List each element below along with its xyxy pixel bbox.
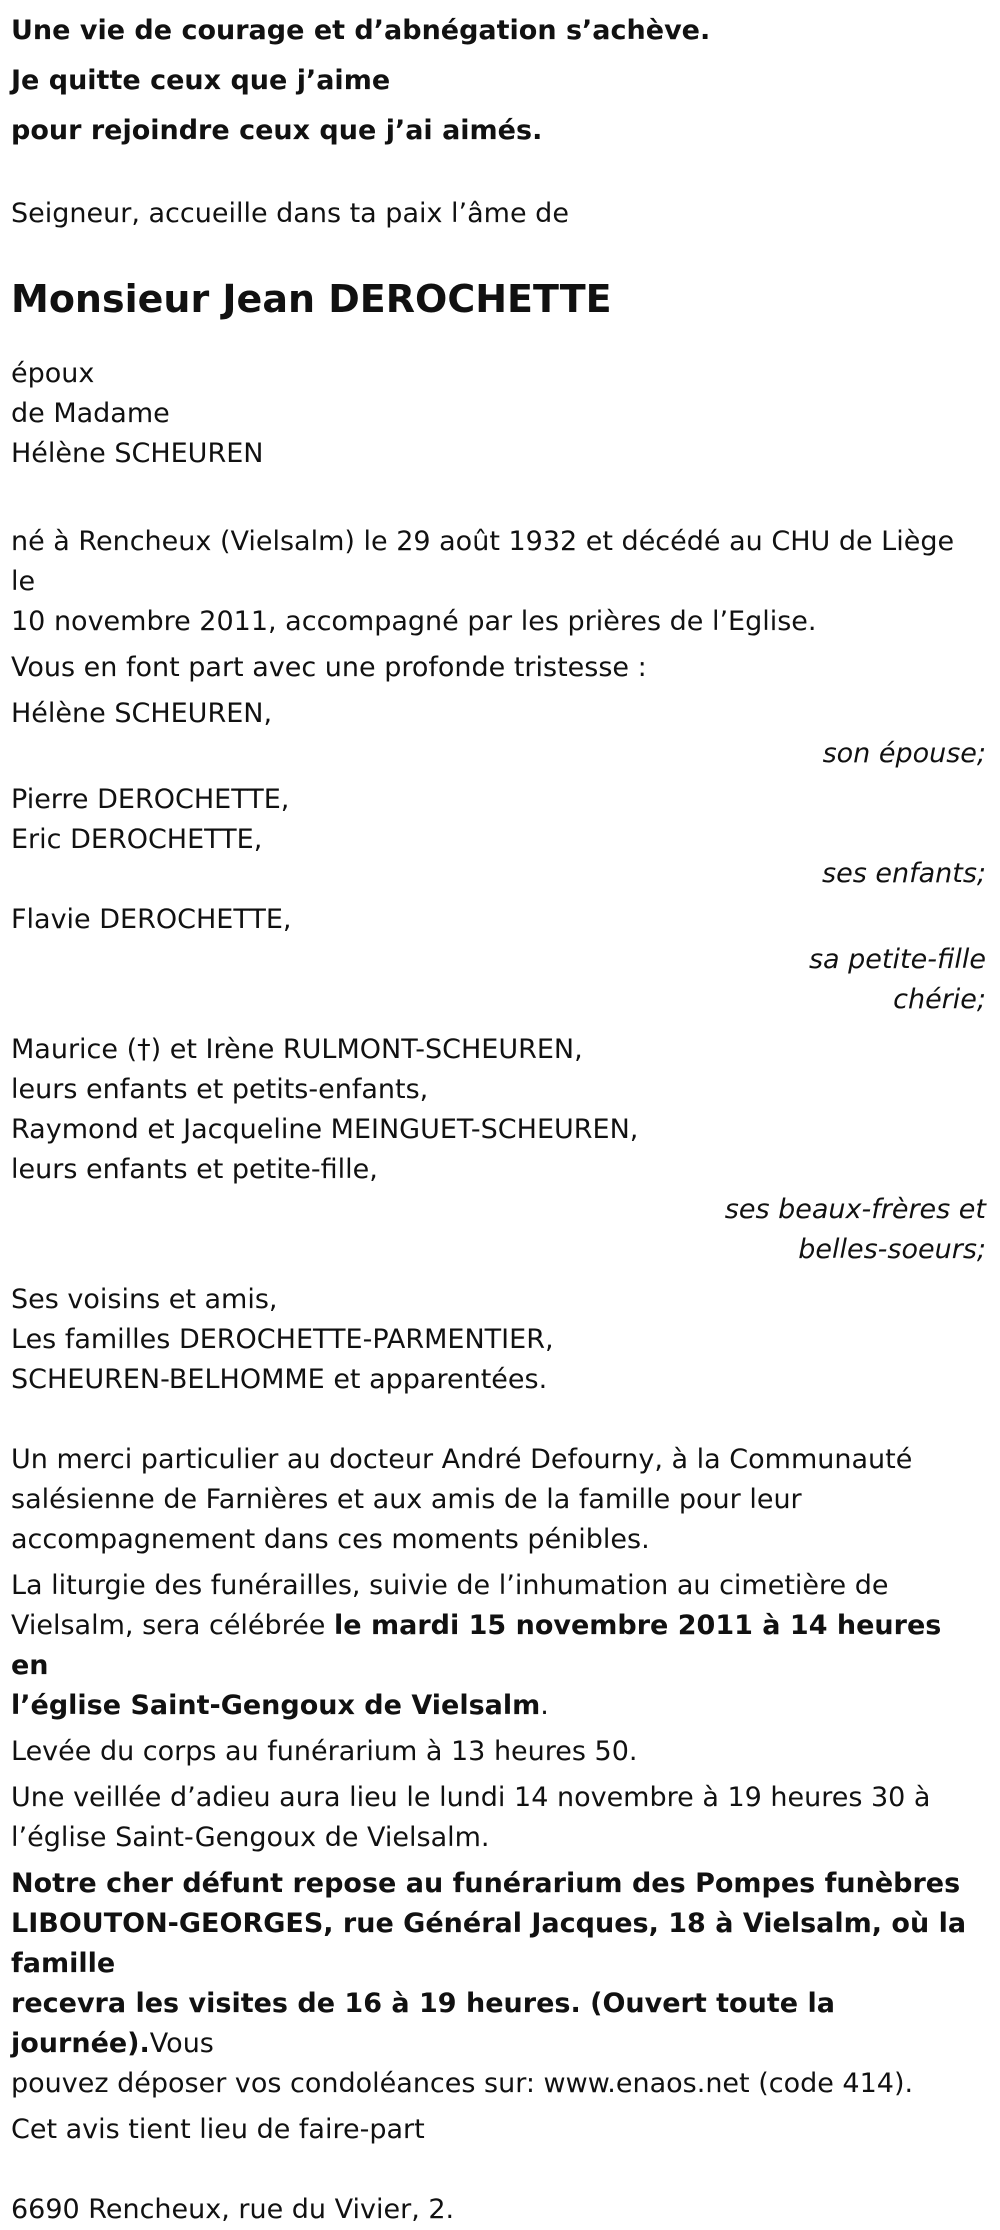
family-name: Raymond et Jacqueline MEINGUET-SCHEUREN, <box>11 1114 639 1145</box>
intro-text: Seigneur, accueille dans ta paix l’âme de <box>11 198 569 229</box>
repose-line: pouvez déposer vos condoléances sur: www.enaos.net (code 414). <box>11 2068 914 2099</box>
family-entry <box>11 1030 986 1270</box>
spouse-line: Hélène SCHEUREN <box>11 438 264 469</box>
family-entry <box>11 900 986 1020</box>
thanks-line: Un merci particulier au docteur André Defourny, à la Communauté <box>11 1444 913 1475</box>
epitaph-line: Je quitte ceux que j’aime <box>11 65 391 96</box>
spouse-line: époux <box>11 358 95 389</box>
levee-text: Levée du corps au funérarium à 13 heures 50. <box>11 1736 638 1767</box>
liturgy-place: l’église Saint-Gengoux de Vielsalm <box>11 1690 541 1721</box>
repose-plain: Vous <box>149 2028 214 2059</box>
liturgy-line: La liturgie des funérailles, suivie de l’inhumation au cimetière de <box>11 1570 889 1601</box>
spouse-info <box>11 354 986 474</box>
repose-line <box>11 1984 986 2064</box>
family-name: Flavie DEROCHETTE, <box>11 904 292 935</box>
family-relation: ses enfants; <box>822 858 986 889</box>
epitaph-line: Une vie de courage et d’abnégation s’achève. <box>11 15 711 46</box>
others-list <box>11 1280 986 1400</box>
obituary-page <box>0 6 1000 2225</box>
family-relation: belles-soeurs; <box>798 1234 986 1265</box>
liturgy-text <box>11 1566 986 1726</box>
liturgy-line <box>11 1686 986 1726</box>
family-name: leurs enfants et petite-fille, <box>11 1154 378 1185</box>
family-relation: chérie; <box>893 984 986 1015</box>
announce-text: Vous en font part avec une profonde tristesse : <box>11 652 647 683</box>
thanks-line: salésienne de Farnières et aux amis de la famille pour leur <box>11 1484 802 1515</box>
address-text: 6690 Rencheux, rue du Vivier, 2. <box>11 2194 455 2225</box>
repose-line: Notre cher défunt repose au funérarium des Pompes funèbres <box>11 1868 961 1899</box>
family-relation: sa petite-fille <box>808 944 986 975</box>
veillee-line: l’église Saint-Gengoux de Vielsalm. <box>11 1822 490 1853</box>
family-name: leurs enfants et petits-enfants, <box>11 1074 429 1105</box>
family-relation: son épouse; <box>822 738 986 769</box>
epitaph-line: pour rejoindre ceux que j’ai aimés. <box>11 115 543 146</box>
repose-hours: recevra les visites de 16 à 19 heures. (Ouvert toute la journée). <box>11 1988 835 2059</box>
family-name: Maurice (†) et Irène RULMONT-SCHEUREN, <box>11 1034 583 1065</box>
notice-text: Cet avis tient lieu de faire-part <box>11 2114 425 2145</box>
family-name: Hélène SCHEUREN, <box>11 698 273 729</box>
family-name: Pierre DEROCHETTE, <box>11 784 290 815</box>
deceased-name: Monsieur Jean DEROCHETTE <box>11 277 612 321</box>
spouse-line: de Madame <box>11 398 170 429</box>
others-line: Ses voisins et amis, <box>11 1284 278 1315</box>
family-list <box>11 694 986 1270</box>
birth-death-info <box>11 522 986 642</box>
repose-text <box>11 1864 986 2104</box>
birth-death-line: 10 novembre 2011, accompagné par les prières de l’Eglise. <box>11 606 817 637</box>
family-name: Eric DEROCHETTE, <box>11 824 263 855</box>
liturgy-plain: Vielsalm, sera célébrée <box>11 1610 334 1641</box>
family-entry <box>11 780 986 894</box>
liturgy-line <box>11 1606 986 1686</box>
others-line: SCHEUREN-BELHOMME et apparentées. <box>11 1364 548 1395</box>
veillee-line: Une veillée d’adieu aura lieu le lundi 14 novembre à 19 heures 30 à <box>11 1782 931 1813</box>
epitaph <box>11 6 986 156</box>
thanks-line: accompagnement dans ces moments pénibles. <box>11 1524 650 1555</box>
others-line: Les familles DEROCHETTE-PARMENTIER, <box>11 1324 554 1355</box>
liturgy-date: le mardi 15 novembre 2011 à 14 heures en <box>11 1610 942 1681</box>
thanks-text <box>11 1440 986 1560</box>
repose-line: LIBOUTON-GEORGES, rue Général Jacques, 18 à Vielsalm, où la famille <box>11 1908 967 1979</box>
liturgy-end: . <box>540 1690 549 1721</box>
family-entry <box>11 694 986 774</box>
birth-death-line: né à Rencheux (Vielsalm) le 29 août 1932 et décédé au CHU de Liège le <box>11 526 955 597</box>
veillee-text <box>11 1778 986 1858</box>
family-relation: ses beaux-frères et <box>724 1194 986 1225</box>
